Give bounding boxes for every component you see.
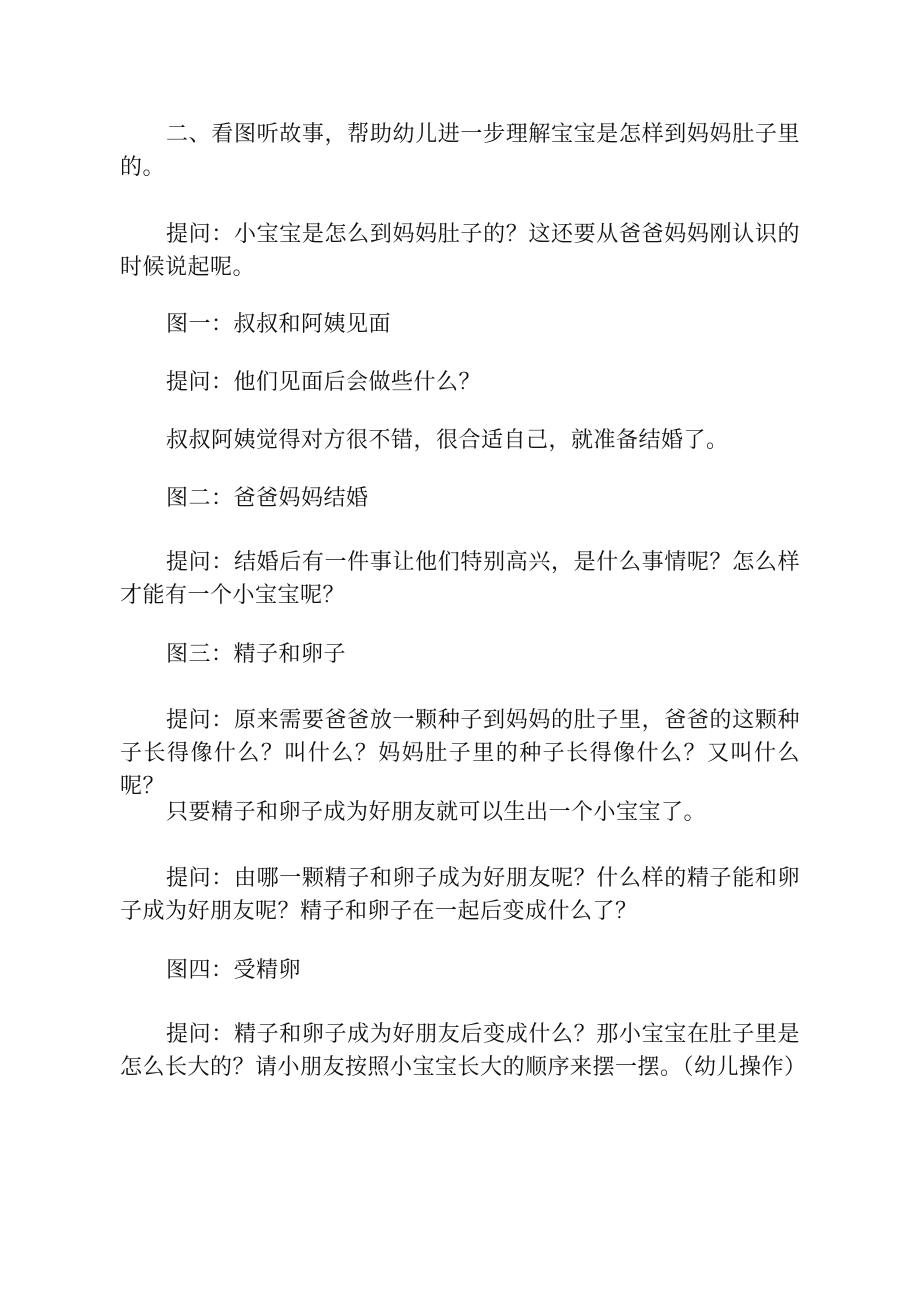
question-paragraph: 提问：精子和卵子成为好朋友后变成什么？那小宝宝在肚子里是怎么长大的？请小朋友按照小宝宝长大的顺序来摆一摆。（幼儿操作） (120, 1022, 807, 1080)
question-paragraph: 提问：原来需要爸爸放一颗种子到妈妈的肚子里，爸爸的这颗种子长得像什么？叫什么？妈妈肚子里的种子长得像什么？又叫什么呢？ (120, 708, 800, 799)
figure-caption: 图三：精子和卵子 (166, 642, 347, 667)
figure-caption: 图一：叔叔和阿姨见面 (166, 312, 392, 337)
question-paragraph: 提问：结婚后有一件事让他们特别高兴，是什么事情呢？怎么样才能有一个小宝宝呢？ (120, 550, 800, 608)
figure-caption: 图二：爸爸妈妈结婚 (166, 486, 369, 511)
text-paragraph: 只要精子和卵子成为好朋友就可以生出一个小宝宝了。 (166, 800, 707, 825)
question-paragraph: 提问：由哪一颗精子和卵子成为好朋友呢？什么样的精子能和卵子成为好朋友呢？精子和卵子在一起后变成什么了？ (120, 866, 800, 924)
question-paragraph: 提问：他们见面后会做些什么？ (166, 370, 482, 395)
question-paragraph: 提问：小宝宝是怎么到妈妈肚子的？这还要从爸爸妈妈刚认识的时候说起呢。 (120, 222, 800, 280)
figure-caption: 图四：受精卵 (166, 958, 302, 983)
section-heading-paragraph: 二、看图听故事，帮助幼儿进一步理解宝宝是怎样到妈妈肚子里的。 (120, 122, 800, 180)
text-paragraph: 叔叔阿姨觉得对方很不错，很合适自己，就准备结婚了。 (166, 428, 729, 453)
